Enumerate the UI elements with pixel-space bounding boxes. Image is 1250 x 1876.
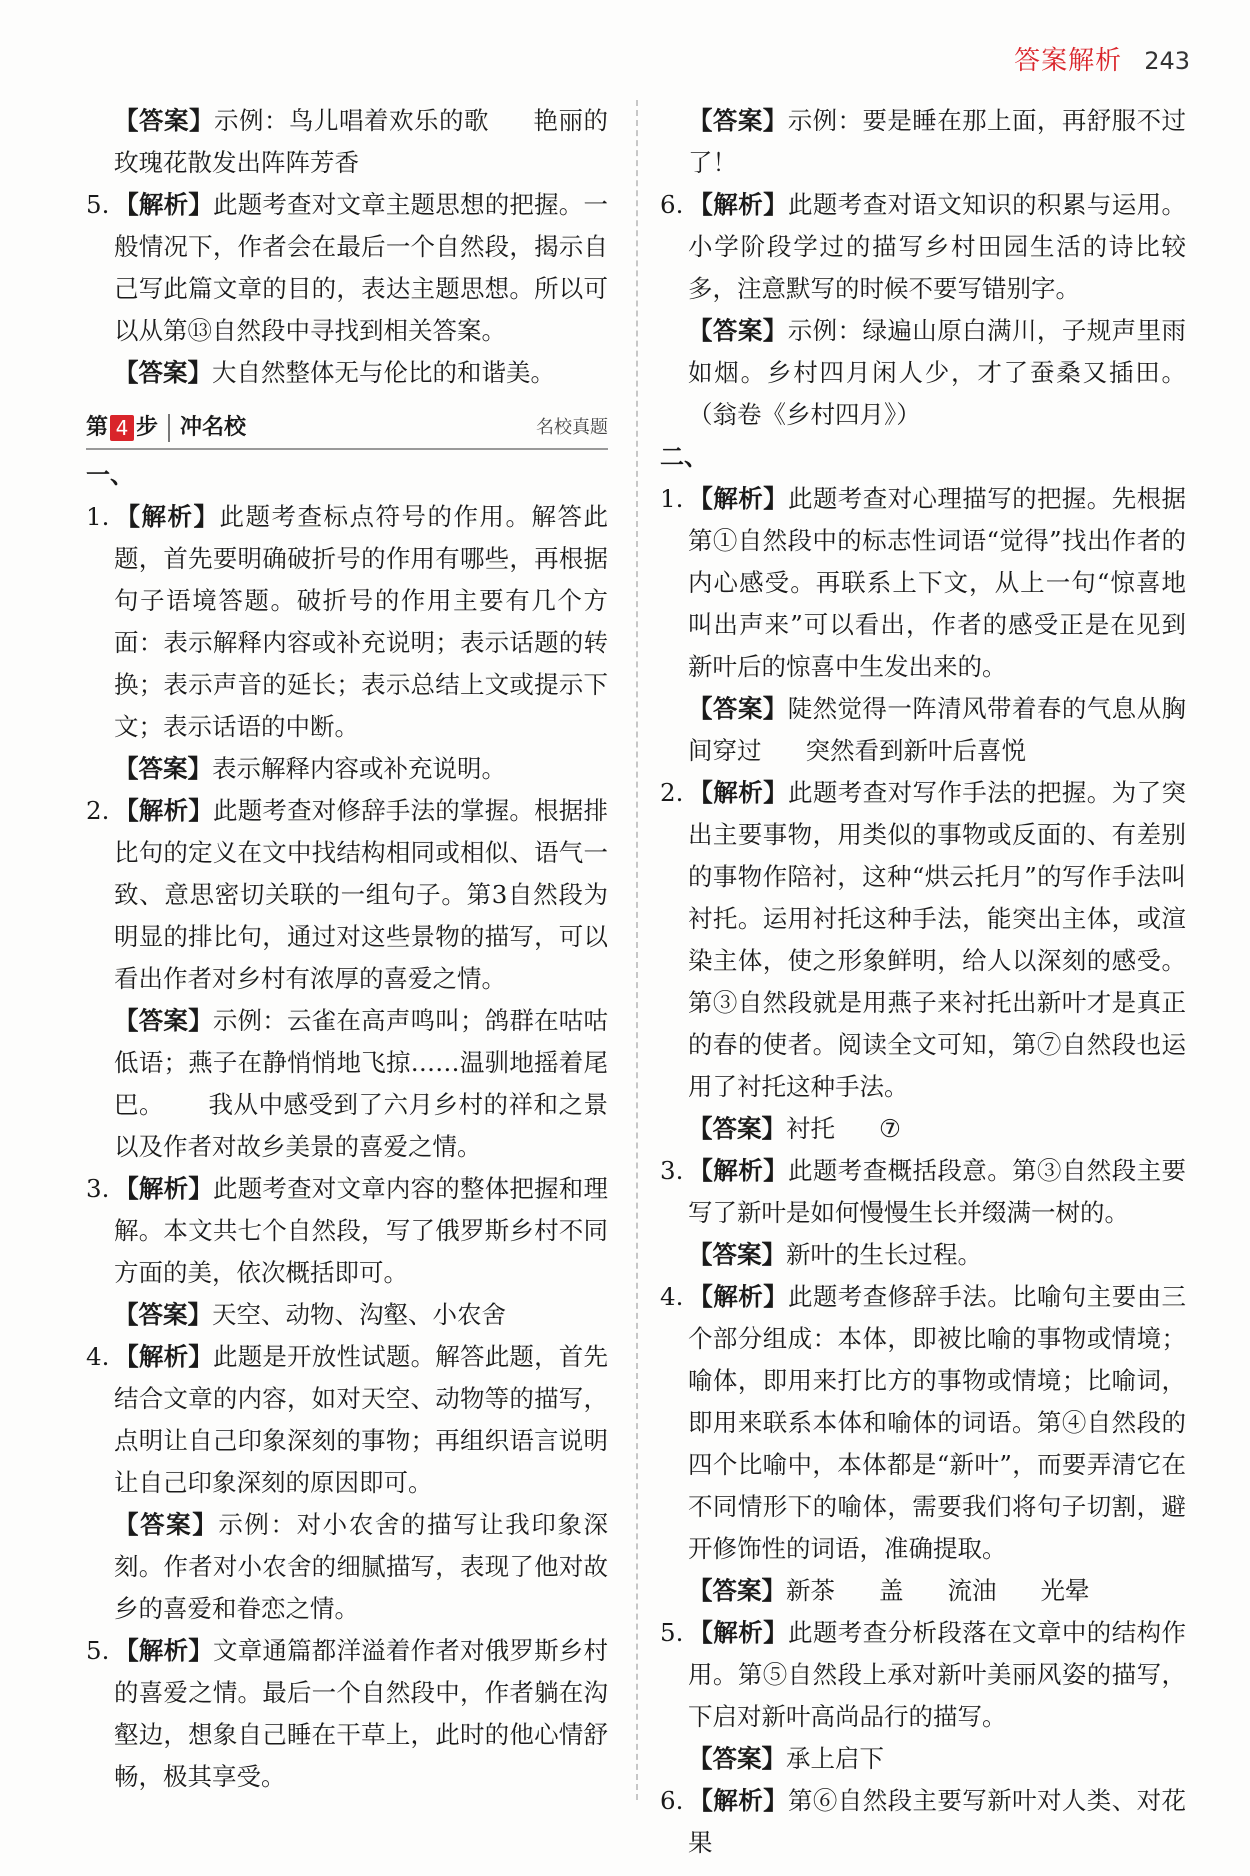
analysis-block: 5. 【解析】此题考查对文章主题思想的把握。一般情况下，作者会在最后一个自然段，揭示自己写此篇文章的目的，表达主题思想。所以可以从第⑬自然段中寻找到相关答案。: [86, 190, 608, 345]
step-number-badge: 4: [110, 415, 134, 441]
analysis-block: 5. 【解析】此题考查分析段落在文章中的结构作用。第⑤自然段上承对新叶美丽风姿的描写，下启对新叶高尚品行的描写。: [660, 1618, 1186, 1731]
page-header: [1014, 40, 1190, 77]
section-heading: 一、: [86, 461, 134, 489]
answer-block: 【答案】陡然觉得一阵清风带着春的气息从胸间穿过 突然看到新叶后喜悦: [688, 694, 1187, 765]
analysis-block: 3. 【解析】此题考查对文章内容的整体把握和理解。本文共七个自然段，写了俄罗斯乡村不同方面的美，依次概括即可。: [86, 1174, 608, 1287]
analysis-block: 1. 【解析】此题考查对心理描写的把握。先根据第①自然段中的标志性词语“觉得”找出作者的内心感受。再联系上下文，从上一句“惊喜地叫出声来”可以看出，作者的感受正是在见到新叶后的惊喜中生发出来的。: [660, 484, 1186, 681]
analysis-block: 2. 【解析】此题考查对修辞手法的掌握。根据排比句的定义在文中找结构相同或相似、语气一致、意思密切关联的一组句子。第3自然段为明显的排比句，通过对这些景物的描写，可以看出作者对乡村有浓厚的喜爱之情。: [86, 796, 608, 993]
column-divider: [636, 100, 638, 1800]
step-title: 冲名校: [180, 415, 247, 440]
analysis-block: 6. 【解析】第⑥自然段主要写新叶对人类、对花果: [660, 1786, 1186, 1857]
analysis-block: 1. 【解析】此题考查标点符号的作用。解答此题，首先要明确破折号的作用有哪些，再根据句子语境答题。破折号的作用主要有几个方面：表示解释内容或补充说明；表示话题的转换；表示声音的延长；表示总结上文或提示下文；表示话语的中断。: [86, 502, 608, 741]
page-number: 243: [1144, 47, 1190, 75]
step-banner: 第 4 步 冲名校 名校真题: [86, 408, 608, 450]
right-column: [660, 100, 1186, 1864]
section-heading: 二、: [660, 443, 708, 471]
answer-block: 【答案】示例：绿遍山原白满川，子规声里雨如烟。乡村四月闲人少，才了蚕桑又插田。（翁卷《乡村四月》）: [688, 316, 1187, 429]
analysis-block: 4. 【解析】此题是开放性试题。解答此题，首先结合文章的内容，如对天空、动物等的描写，点明让自己印象深刻的事物；再组织语言说明让自己印象深刻的原因即可。: [86, 1342, 608, 1497]
step-subtitle: 名校真题: [536, 417, 608, 438]
answer-block: 【答案】示例：鸟儿唱着欢乐的歌 艳丽的玫瑰花散发出阵阵芳香: [114, 106, 608, 177]
analysis-block: 3. 【解析】此题考查概括段意。第③自然段主要写了新叶是如何慢慢生长并缀满一树的。: [660, 1156, 1186, 1227]
analysis-block: 6. 【解析】此题考查对语文知识的积累与运用。小学阶段学过的描写乡村田园生活的诗比较多，注意默写的时候不要写错别字。: [660, 190, 1186, 303]
answer-block: 【答案】新叶的生长过程。: [688, 1240, 982, 1269]
header-label: 答案解析: [1014, 46, 1123, 76]
analysis-block: 4. 【解析】此题考查修辞手法。比喻句主要由三个部分组成：本体，即被比喻的事物或情境；喻体，即用来打比方的事物或情境；比喻词，即用来联系本体和喻体的词语。第④自然段的四个比喻中，本体都是“新叶”，而要弄清它在不同情形下的喻体，需要我们将句子切割，避开修饰性的词语，准确提取。: [660, 1282, 1186, 1563]
answer-block: 【答案】承上启下: [688, 1744, 884, 1773]
answer-block: 【答案】示例：要是睡在那上面，再舒服不过了！: [688, 106, 1187, 177]
answer-block: 【答案】天空、动物、沟壑、小农舍: [114, 1300, 506, 1329]
answer-block: 【答案】表示解释内容或补充说明。: [114, 754, 506, 783]
answer-block: 【答案】衬托 ⑦: [688, 1114, 901, 1143]
step-separator: [168, 414, 170, 442]
answer-block: 【答案】大自然整体无与伦比的和谐美。: [114, 358, 555, 387]
answer-block: 【答案】示例：对小农舍的描写让我印象深刻。作者对小农舍的细腻描写，表现了他对故乡的喜爱和眷恋之情。: [114, 1510, 609, 1623]
answer-block: 【答案】新茶 盖 流油 光晕: [688, 1576, 1090, 1605]
analysis-block: 2. 【解析】此题考查对写作手法的把握。为了突出主要事物，用类似的事物或反面的、有差别的事物作陪衬，这种“烘云托月”的写作手法叫衬托。运用衬托这种手法，能突出主体，或渲染主体，使之形象鲜明，给人以深刻的感受。第③自然段就是用燕子来衬托出新叶才是真正的春的使者。阅读全文可知，第⑦自然段也运用了衬托这种手法。: [660, 778, 1186, 1101]
answer-block: 【答案】示例：云雀在高声鸣叫；鸽群在咕咕低语；燕子在静悄悄地飞掠……温驯地摇着尾巴。 我从中感受到了六月乡村的祥和之景以及作者对故乡美景的喜爱之情。: [114, 1006, 608, 1161]
left-column: [86, 100, 608, 1798]
analysis-block: 5. 【解析】文章通篇都洋溢着作者对俄罗斯乡村的喜爱之情。最后一个自然段中，作者躺在沟壑边，想象自己睡在干草上，此时的他心情舒畅，极其享受。: [86, 1636, 608, 1791]
